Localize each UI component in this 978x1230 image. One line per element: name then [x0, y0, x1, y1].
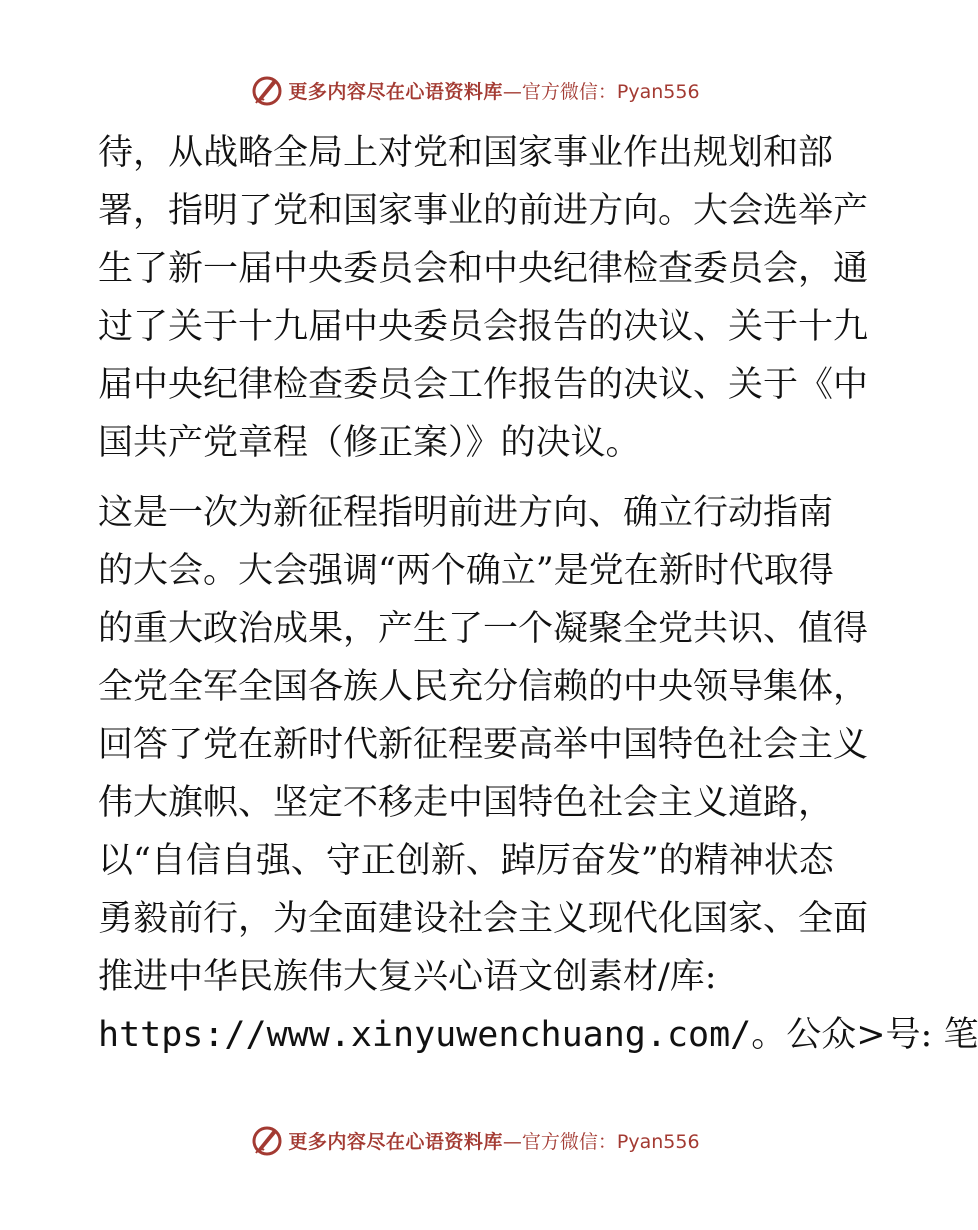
website-link[interactable]: https://www.xinyuwenchuang.com/: [98, 1015, 752, 1055]
text-line: 的重大政治成果，产生了一个凝聚全党共识、值得: [98, 609, 869, 649]
text-line: 这是一次为新征程指明前进方向、确立行动指南: [98, 493, 834, 533]
text-line: 的大会。大会强调“两个确立”是党在新时代取得: [98, 551, 834, 591]
text-line: 生了新一届中央委员会和中央纪律检查委员会，通: [98, 249, 869, 289]
text-line: 回答了党在新时代新征程要高举中国特色社会主义: [98, 725, 869, 765]
text-line: 待，从战略全局上对党和国家事业作出规划和部: [98, 133, 834, 173]
text-line: 过了关于十九届中央委员会报告的决议、关于十九: [98, 307, 869, 347]
text-line: 伟大旗帜、坚定不移走中国特色社会主义道路，: [98, 783, 834, 823]
text-line: 以“自信自强、守正创新、踔厉奋发”的精神状态: [98, 841, 834, 881]
paragraph-gap: [98, 472, 858, 484]
footer-banner: [0, 1120, 950, 1160]
paragraph-1: [98, 124, 869, 472]
document-body: [98, 124, 978, 1064]
url-suffix: 。公众>号: 笔: [751, 1015, 978, 1055]
banner-main-text: 更多内容尽在心语资料库: [288, 80, 503, 103]
text-line: 署，指明了党和国家事业的前进方向。大会选举产: [98, 191, 869, 231]
header-banner: [0, 70, 950, 110]
banner-sub-text: —官方微信：Pyan556: [502, 80, 700, 103]
text-line: 勇毅前行，为全面建设社会主义现代化国家、全面: [98, 899, 869, 939]
text-line: 届中央纪律检查委员会工作报告的决议、关于《中: [98, 365, 869, 405]
quill-seal-icon: [250, 73, 284, 107]
banner-sub-text: —官方微信：Pyan556: [502, 1130, 700, 1153]
quill-seal-icon: [250, 1123, 284, 1157]
text-line: 推进中华民族伟大复兴心语文创素材/库:: [98, 957, 717, 997]
url-line: [98, 1006, 978, 1064]
paragraph-2: [98, 484, 978, 1064]
banner-main-text: 更多内容尽在心语资料库: [288, 1130, 503, 1153]
text-line: 国共产党章程（修正案）》的决议。: [98, 423, 641, 463]
text-line: 全党全军全国各族人民充分信赖的中央领导集体，: [98, 667, 869, 707]
